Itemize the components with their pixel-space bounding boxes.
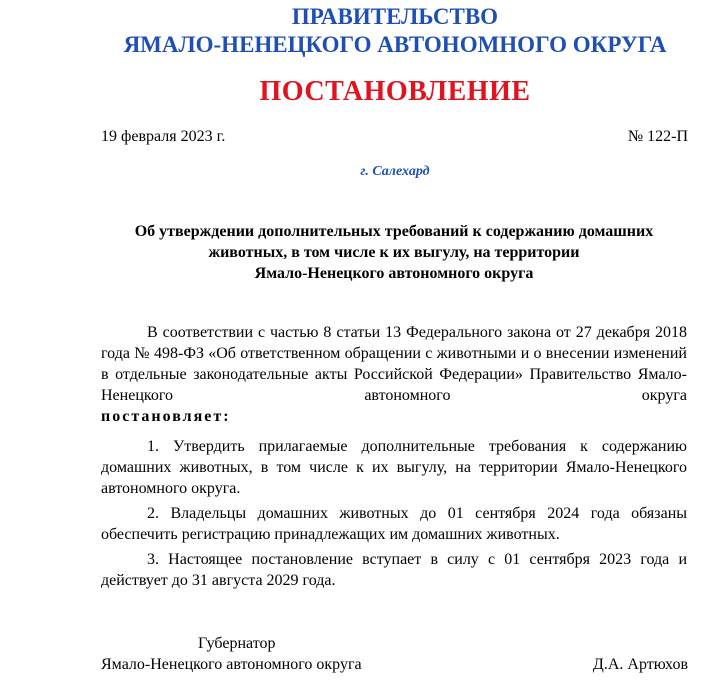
title-line-1: Об утверждении дополнительных требований к содержанию домашних [134, 223, 654, 240]
signatory-title: Губернатор [198, 635, 276, 652]
title-line-2: животных, в том числе к их выгулу, на территории [208, 244, 580, 261]
decree-item-3: 3. Настоящее постановление вступает в силу с 01 сентября 2023 года и действует до 31 августа 2029 года. [101, 551, 687, 589]
preamble-resolution [101, 406, 687, 427]
resolves-colon: : [223, 408, 231, 425]
document-title [101, 221, 687, 284]
government-title-line1: ПРАВИТЕЛЬСТВО [291, 4, 499, 29]
government-title-line2: ЯМАЛО-НЕНЕЦКОГО АВТОНОМНОГО ОКРУГА [123, 32, 667, 57]
title-line-3: Ямало-Ненецкого автономного округа [254, 265, 534, 282]
decree-item-1: 1. Утвердить прилагаемые дополнительные требования к содержанию домашних животных, в том числе к их выгулу, на территории Ямало-Ненецкого автономного округа. [101, 438, 687, 497]
signatory-name: Д.А. Артюхов [592, 656, 688, 673]
decree-item-2: 2. Владельцы домашних животных до 01 сентября 2024 года обязаны обеспечить регистрацию принадлежащих им домашних животных. [101, 505, 687, 543]
resolves-word: постановляет [101, 408, 224, 425]
signatory-organization: Ямало-Ненецкого автономного округа [101, 656, 362, 673]
document-number: № 122-П [627, 128, 688, 145]
document-date: 19 февраля 2023 г. [101, 128, 226, 145]
decree-items [101, 436, 687, 591]
document-type: ПОСТАНОВЛЕНИЕ [259, 76, 531, 107]
document-city: г. Салехард [360, 164, 430, 179]
preamble [101, 322, 687, 427]
preamble-text: В соответствии с частью 8 статьи 13 Федерального закона от 27 декабря 2018 года № 498-ФЗ «Об ответственном обращении с животными и о внесении изменений в отдельные законодательные акты Российской Федерации» Правительство Ямало-Ненецкого автономного округа [101, 324, 687, 404]
